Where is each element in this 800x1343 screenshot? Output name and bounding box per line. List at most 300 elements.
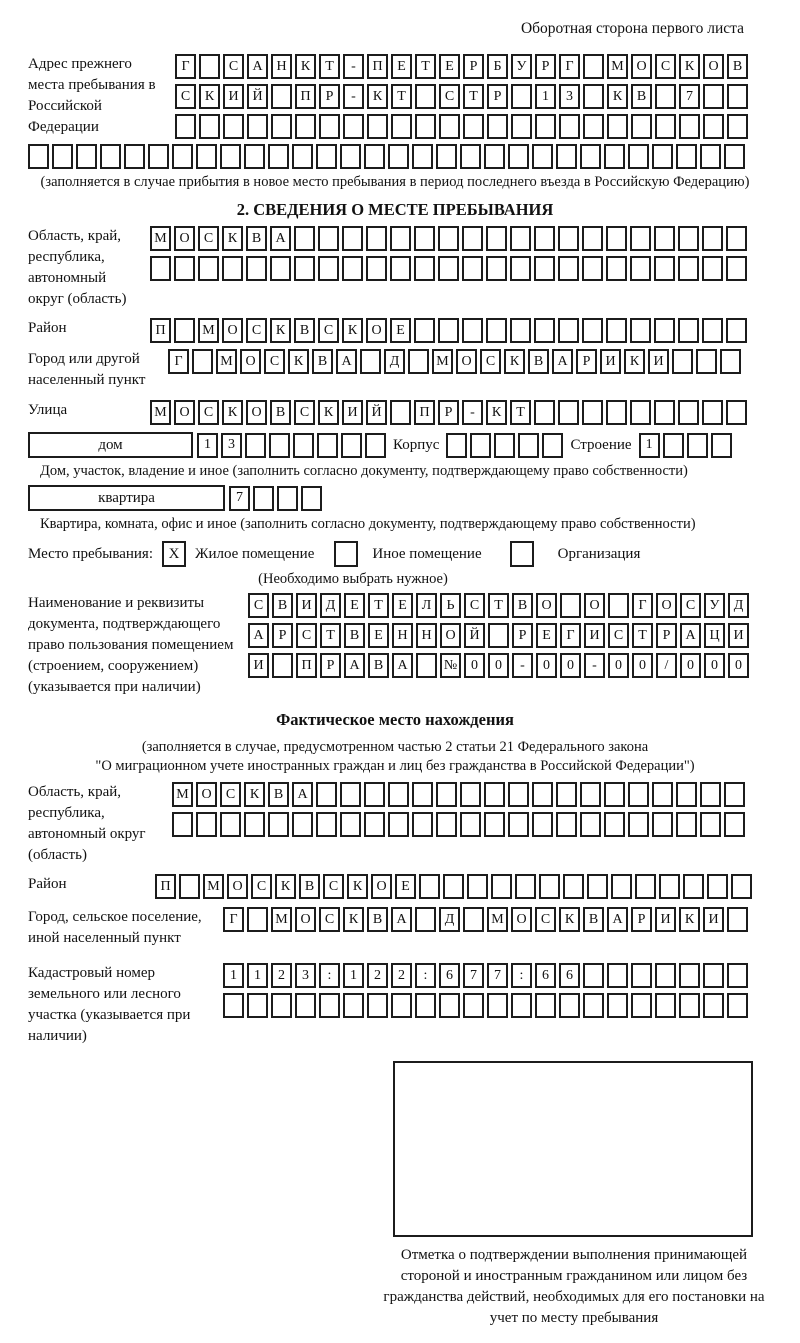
char-cell[interactable]: И — [600, 349, 621, 374]
char-cell[interactable]: 0 — [536, 653, 557, 678]
char-cell[interactable]: В — [246, 226, 267, 251]
char-cell[interactable]: 0 — [488, 653, 509, 678]
char-cell[interactable]: А — [552, 349, 573, 374]
char-cell[interactable]: К — [504, 349, 525, 374]
char-cell[interactable]: В — [528, 349, 549, 374]
char-cell[interactable]: 6 — [439, 963, 460, 988]
char-cell[interactable] — [582, 256, 603, 281]
char-cell[interactable]: Д — [728, 593, 749, 618]
char-cell[interactable] — [558, 226, 579, 251]
char-cell[interactable] — [175, 114, 196, 139]
previous-address-row-4[interactable] — [28, 144, 762, 169]
char-cell[interactable] — [319, 993, 340, 1018]
char-cell[interactable]: - — [343, 54, 364, 79]
char-cell[interactable]: 0 — [464, 653, 485, 678]
char-cell[interactable]: К — [295, 54, 316, 79]
char-cell[interactable]: К — [559, 907, 580, 932]
char-cell[interactable]: И — [655, 907, 676, 932]
char-cell[interactable]: К — [486, 400, 507, 425]
cadastral-number-row-2[interactable] — [223, 993, 748, 1018]
char-cell[interactable] — [367, 114, 388, 139]
checkbox-residential-premises[interactable]: X — [162, 541, 186, 567]
char-cell[interactable]: В — [299, 874, 320, 899]
cadastral-number-row-1[interactable] — [223, 963, 748, 988]
char-cell[interactable]: С — [323, 874, 344, 899]
char-cell[interactable]: Р — [631, 907, 652, 932]
char-cell[interactable] — [462, 318, 483, 343]
char-cell[interactable]: 1 — [247, 963, 268, 988]
char-cell[interactable]: М — [172, 782, 193, 807]
char-cell[interactable] — [340, 782, 361, 807]
char-cell[interactable] — [388, 144, 409, 169]
char-cell[interactable] — [486, 318, 507, 343]
char-cell[interactable] — [484, 812, 505, 837]
char-cell[interactable] — [414, 318, 435, 343]
char-cell[interactable] — [608, 593, 629, 618]
char-cell[interactable] — [611, 874, 632, 899]
char-cell[interactable]: Т — [632, 623, 653, 648]
char-cell[interactable] — [630, 226, 651, 251]
street-row[interactable] — [150, 400, 747, 425]
char-cell[interactable]: 1 — [223, 963, 244, 988]
char-cell[interactable] — [460, 812, 481, 837]
char-cell[interactable]: И — [342, 400, 363, 425]
char-cell[interactable]: 0 — [560, 653, 581, 678]
char-cell[interactable] — [76, 144, 97, 169]
char-cell[interactable]: О — [222, 318, 243, 343]
char-cell[interactable]: С — [608, 623, 629, 648]
char-cell[interactable]: К — [679, 54, 700, 79]
char-cell[interactable]: О — [536, 593, 557, 618]
char-cell[interactable] — [364, 812, 385, 837]
char-cell[interactable] — [630, 318, 651, 343]
char-cell[interactable]: И — [728, 623, 749, 648]
char-cell[interactable] — [318, 226, 339, 251]
char-cell[interactable]: М — [607, 54, 628, 79]
char-cell[interactable] — [628, 812, 649, 837]
char-cell[interactable] — [726, 318, 747, 343]
char-cell[interactable]: У — [704, 593, 725, 618]
char-cell[interactable]: Й — [366, 400, 387, 425]
char-cell[interactable]: 7 — [229, 486, 250, 511]
char-cell[interactable] — [419, 874, 440, 899]
char-cell[interactable] — [436, 782, 457, 807]
char-cell[interactable] — [390, 256, 411, 281]
char-cell[interactable] — [539, 874, 560, 899]
char-cell[interactable] — [446, 433, 467, 458]
char-cell[interactable]: В — [294, 318, 315, 343]
char-cell[interactable] — [707, 874, 728, 899]
korpus-cells[interactable] — [446, 433, 563, 458]
char-cell[interactable]: 3 — [559, 84, 580, 109]
char-cell[interactable]: М — [432, 349, 453, 374]
char-cell[interactable] — [700, 782, 721, 807]
char-cell[interactable] — [436, 144, 457, 169]
char-cell[interactable]: 2 — [391, 963, 412, 988]
char-cell[interactable]: О — [295, 907, 316, 932]
char-cell[interactable]: А — [391, 907, 412, 932]
char-cell[interactable] — [414, 256, 435, 281]
region-row-2[interactable] — [150, 256, 747, 281]
char-cell[interactable]: А — [336, 349, 357, 374]
char-cell[interactable]: 7 — [463, 963, 484, 988]
char-cell[interactable] — [484, 782, 505, 807]
char-cell[interactable] — [654, 256, 675, 281]
char-cell[interactable]: Р — [438, 400, 459, 425]
char-cell[interactable] — [488, 623, 509, 648]
char-cell[interactable] — [678, 256, 699, 281]
char-cell[interactable]: С — [198, 226, 219, 251]
char-cell[interactable]: Р — [576, 349, 597, 374]
char-cell[interactable] — [294, 226, 315, 251]
char-cell[interactable]: Т — [391, 84, 412, 109]
char-cell[interactable] — [652, 812, 673, 837]
char-cell[interactable] — [672, 349, 693, 374]
char-cell[interactable]: 1 — [535, 84, 556, 109]
char-cell[interactable]: К — [343, 907, 364, 932]
char-cell[interactable] — [558, 318, 579, 343]
char-cell[interactable] — [470, 433, 491, 458]
char-cell[interactable]: В — [583, 907, 604, 932]
char-cell[interactable] — [727, 114, 748, 139]
char-cell[interactable] — [580, 782, 601, 807]
char-cell[interactable]: Т — [319, 54, 340, 79]
char-cell[interactable] — [676, 782, 697, 807]
char-cell[interactable]: О — [584, 593, 605, 618]
char-cell[interactable] — [415, 907, 436, 932]
char-cell[interactable] — [676, 812, 697, 837]
char-cell[interactable]: П — [367, 54, 388, 79]
char-cell[interactable] — [253, 486, 274, 511]
char-cell[interactable]: Г — [560, 623, 581, 648]
char-cell[interactable] — [655, 963, 676, 988]
char-cell[interactable] — [518, 433, 539, 458]
char-cell[interactable]: С — [535, 907, 556, 932]
char-cell[interactable] — [702, 318, 723, 343]
char-cell[interactable]: / — [656, 653, 677, 678]
char-cell[interactable] — [292, 144, 313, 169]
char-cell[interactable] — [678, 318, 699, 343]
char-cell[interactable] — [702, 400, 723, 425]
char-cell[interactable] — [247, 907, 268, 932]
char-cell[interactable]: 7 — [487, 963, 508, 988]
char-cell[interactable]: В — [368, 653, 389, 678]
char-cell[interactable]: М — [203, 874, 224, 899]
char-cell[interactable]: В — [512, 593, 533, 618]
char-cell[interactable] — [652, 782, 673, 807]
char-cell[interactable] — [655, 993, 676, 1018]
char-cell[interactable]: Е — [391, 54, 412, 79]
char-cell[interactable]: Ц — [704, 623, 725, 648]
char-cell[interactable] — [416, 653, 437, 678]
char-cell[interactable] — [295, 114, 316, 139]
char-cell[interactable] — [532, 782, 553, 807]
char-cell[interactable]: П — [414, 400, 435, 425]
checkbox-organization[interactable] — [510, 541, 534, 567]
char-cell[interactable]: С — [318, 318, 339, 343]
char-cell[interactable] — [726, 400, 747, 425]
char-cell[interactable] — [179, 874, 200, 899]
char-cell[interactable] — [583, 963, 604, 988]
char-cell[interactable]: В — [268, 782, 289, 807]
char-cell[interactable] — [317, 433, 338, 458]
title-document-row-2[interactable] — [248, 623, 749, 648]
char-cell[interactable] — [292, 812, 313, 837]
title-document-row-1[interactable] — [248, 593, 749, 618]
char-cell[interactable] — [340, 812, 361, 837]
char-cell[interactable] — [580, 144, 601, 169]
char-cell[interactable]: А — [392, 653, 413, 678]
char-cell[interactable] — [412, 812, 433, 837]
char-cell[interactable] — [438, 318, 459, 343]
char-cell[interactable] — [463, 907, 484, 932]
char-cell[interactable]: Й — [247, 84, 268, 109]
char-cell[interactable] — [198, 256, 219, 281]
char-cell[interactable] — [196, 812, 217, 837]
char-cell[interactable] — [100, 144, 121, 169]
char-cell[interactable]: Р — [487, 84, 508, 109]
char-cell[interactable] — [582, 226, 603, 251]
region-row-1[interactable] — [150, 226, 747, 251]
char-cell[interactable] — [727, 84, 748, 109]
char-cell[interactable]: - — [584, 653, 605, 678]
char-cell[interactable]: И — [584, 623, 605, 648]
char-cell[interactable] — [391, 114, 412, 139]
char-cell[interactable]: 2 — [367, 963, 388, 988]
char-cell[interactable]: Т — [320, 623, 341, 648]
char-cell[interactable] — [631, 963, 652, 988]
char-cell[interactable] — [534, 318, 555, 343]
char-cell[interactable]: Д — [384, 349, 405, 374]
char-cell[interactable] — [319, 114, 340, 139]
char-cell[interactable]: О — [196, 782, 217, 807]
title-document-row-3[interactable] — [248, 653, 749, 678]
char-cell[interactable]: В — [631, 84, 652, 109]
char-cell[interactable]: А — [270, 226, 291, 251]
char-cell[interactable] — [582, 318, 603, 343]
char-cell[interactable] — [654, 318, 675, 343]
char-cell[interactable]: Ь — [440, 593, 461, 618]
char-cell[interactable]: 0 — [608, 653, 629, 678]
char-cell[interactable] — [583, 114, 604, 139]
char-cell[interactable]: К — [275, 874, 296, 899]
char-cell[interactable]: Г — [559, 54, 580, 79]
char-cell[interactable] — [659, 874, 680, 899]
char-cell[interactable] — [703, 84, 724, 109]
char-cell[interactable] — [559, 993, 580, 1018]
char-cell[interactable]: Т — [510, 400, 531, 425]
char-cell[interactable] — [535, 114, 556, 139]
char-cell[interactable] — [365, 433, 386, 458]
char-cell[interactable] — [408, 349, 429, 374]
char-cell[interactable] — [462, 256, 483, 281]
char-cell[interactable] — [683, 874, 704, 899]
char-cell[interactable] — [655, 84, 676, 109]
char-cell[interactable] — [731, 874, 752, 899]
char-cell[interactable] — [486, 226, 507, 251]
char-cell[interactable] — [580, 812, 601, 837]
char-cell[interactable]: 3 — [295, 963, 316, 988]
char-cell[interactable] — [696, 349, 717, 374]
char-cell[interactable] — [703, 993, 724, 1018]
char-cell[interactable]: - — [512, 653, 533, 678]
char-cell[interactable]: Н — [271, 54, 292, 79]
char-cell[interactable] — [367, 993, 388, 1018]
char-cell[interactable] — [556, 812, 577, 837]
char-cell[interactable] — [508, 782, 529, 807]
char-cell[interactable]: 2 — [271, 963, 292, 988]
char-cell[interactable] — [606, 318, 627, 343]
char-cell[interactable] — [511, 114, 532, 139]
char-cell[interactable]: К — [624, 349, 645, 374]
char-cell[interactable] — [244, 144, 265, 169]
char-cell[interactable] — [631, 114, 652, 139]
char-cell[interactable] — [245, 433, 266, 458]
char-cell[interactable] — [222, 256, 243, 281]
char-cell[interactable]: Й — [464, 623, 485, 648]
char-cell[interactable]: С — [296, 623, 317, 648]
char-cell[interactable]: О — [456, 349, 477, 374]
char-cell[interactable]: 6 — [559, 963, 580, 988]
char-cell[interactable]: В — [312, 349, 333, 374]
char-cell[interactable] — [343, 993, 364, 1018]
char-cell[interactable] — [124, 144, 145, 169]
char-cell[interactable] — [510, 256, 531, 281]
char-cell[interactable]: М — [198, 318, 219, 343]
char-cell[interactable] — [583, 54, 604, 79]
house-cells[interactable] — [197, 433, 386, 458]
char-cell[interactable] — [663, 433, 684, 458]
char-cell[interactable]: Т — [415, 54, 436, 79]
char-cell[interactable] — [271, 84, 292, 109]
char-cell[interactable]: 0 — [632, 653, 653, 678]
char-cell[interactable] — [508, 812, 529, 837]
char-cell[interactable]: Н — [392, 623, 413, 648]
char-cell[interactable] — [439, 114, 460, 139]
char-cell[interactable] — [246, 256, 267, 281]
char-cell[interactable]: К — [607, 84, 628, 109]
char-cell[interactable] — [364, 144, 385, 169]
char-cell[interactable]: В — [270, 400, 291, 425]
char-cell[interactable] — [360, 349, 381, 374]
char-cell[interactable] — [700, 144, 721, 169]
char-cell[interactable] — [703, 963, 724, 988]
char-cell[interactable] — [687, 433, 708, 458]
char-cell[interactable] — [604, 144, 625, 169]
char-cell[interactable] — [727, 963, 748, 988]
char-cell[interactable] — [220, 812, 241, 837]
char-cell[interactable]: И — [648, 349, 669, 374]
char-cell[interactable]: Р — [320, 653, 341, 678]
char-cell[interactable]: К — [342, 318, 363, 343]
char-cell[interactable] — [439, 993, 460, 1018]
char-cell[interactable]: К — [679, 907, 700, 932]
char-cell[interactable] — [726, 256, 747, 281]
char-cell[interactable]: В — [727, 54, 748, 79]
char-cell[interactable] — [270, 256, 291, 281]
stroenie-cells[interactable] — [639, 433, 732, 458]
char-cell[interactable] — [720, 349, 741, 374]
char-cell[interactable]: Е — [395, 874, 416, 899]
char-cell[interactable]: И — [248, 653, 269, 678]
char-cell[interactable] — [196, 144, 217, 169]
char-cell[interactable] — [678, 226, 699, 251]
char-cell[interactable]: Е — [439, 54, 460, 79]
char-cell[interactable]: № — [440, 653, 461, 678]
char-cell[interactable] — [724, 144, 745, 169]
char-cell[interactable] — [295, 993, 316, 1018]
apartment-cells[interactable] — [229, 486, 322, 511]
char-cell[interactable] — [247, 993, 268, 1018]
checkbox-other-premises[interactable] — [334, 541, 358, 567]
char-cell[interactable] — [223, 993, 244, 1018]
char-cell[interactable] — [316, 812, 337, 837]
char-cell[interactable]: Р — [463, 54, 484, 79]
char-cell[interactable] — [700, 812, 721, 837]
char-cell[interactable] — [542, 433, 563, 458]
district-row[interactable] — [150, 318, 747, 343]
char-cell[interactable] — [582, 400, 603, 425]
char-cell[interactable] — [272, 653, 293, 678]
char-cell[interactable]: 7 — [679, 84, 700, 109]
char-cell[interactable]: В — [367, 907, 388, 932]
char-cell[interactable] — [388, 812, 409, 837]
char-cell[interactable] — [223, 114, 244, 139]
char-cell[interactable]: Е — [392, 593, 413, 618]
char-cell[interactable]: С — [223, 54, 244, 79]
char-cell[interactable] — [318, 256, 339, 281]
char-cell[interactable]: Н — [416, 623, 437, 648]
char-cell[interactable]: Е — [344, 593, 365, 618]
char-cell[interactable]: П — [155, 874, 176, 899]
char-cell[interactable] — [655, 114, 676, 139]
char-cell[interactable] — [484, 144, 505, 169]
char-cell[interactable] — [390, 226, 411, 251]
char-cell[interactable] — [583, 84, 604, 109]
char-cell[interactable] — [467, 874, 488, 899]
char-cell[interactable] — [678, 400, 699, 425]
char-cell[interactable] — [679, 114, 700, 139]
char-cell[interactable]: : — [319, 963, 340, 988]
char-cell[interactable]: К — [199, 84, 220, 109]
char-cell[interactable] — [535, 993, 556, 1018]
char-cell[interactable]: Т — [463, 84, 484, 109]
char-cell[interactable]: С — [655, 54, 676, 79]
char-cell[interactable] — [436, 812, 457, 837]
char-cell[interactable] — [269, 433, 290, 458]
char-cell[interactable]: О — [631, 54, 652, 79]
char-cell[interactable]: 6 — [535, 963, 556, 988]
char-cell[interactable] — [587, 874, 608, 899]
char-cell[interactable]: 1 — [343, 963, 364, 988]
char-cell[interactable] — [52, 144, 73, 169]
char-cell[interactable] — [172, 144, 193, 169]
char-cell[interactable] — [316, 144, 337, 169]
char-cell[interactable] — [438, 256, 459, 281]
char-cell[interactable] — [390, 400, 411, 425]
char-cell[interactable] — [148, 144, 169, 169]
char-cell[interactable]: О — [511, 907, 532, 932]
char-cell[interactable] — [583, 993, 604, 1018]
city-row[interactable] — [168, 349, 741, 374]
char-cell[interactable] — [342, 256, 363, 281]
char-cell[interactable] — [486, 256, 507, 281]
char-cell[interactable] — [487, 114, 508, 139]
char-cell[interactable] — [412, 782, 433, 807]
char-cell[interactable] — [676, 144, 697, 169]
char-cell[interactable] — [316, 782, 337, 807]
char-cell[interactable] — [364, 782, 385, 807]
